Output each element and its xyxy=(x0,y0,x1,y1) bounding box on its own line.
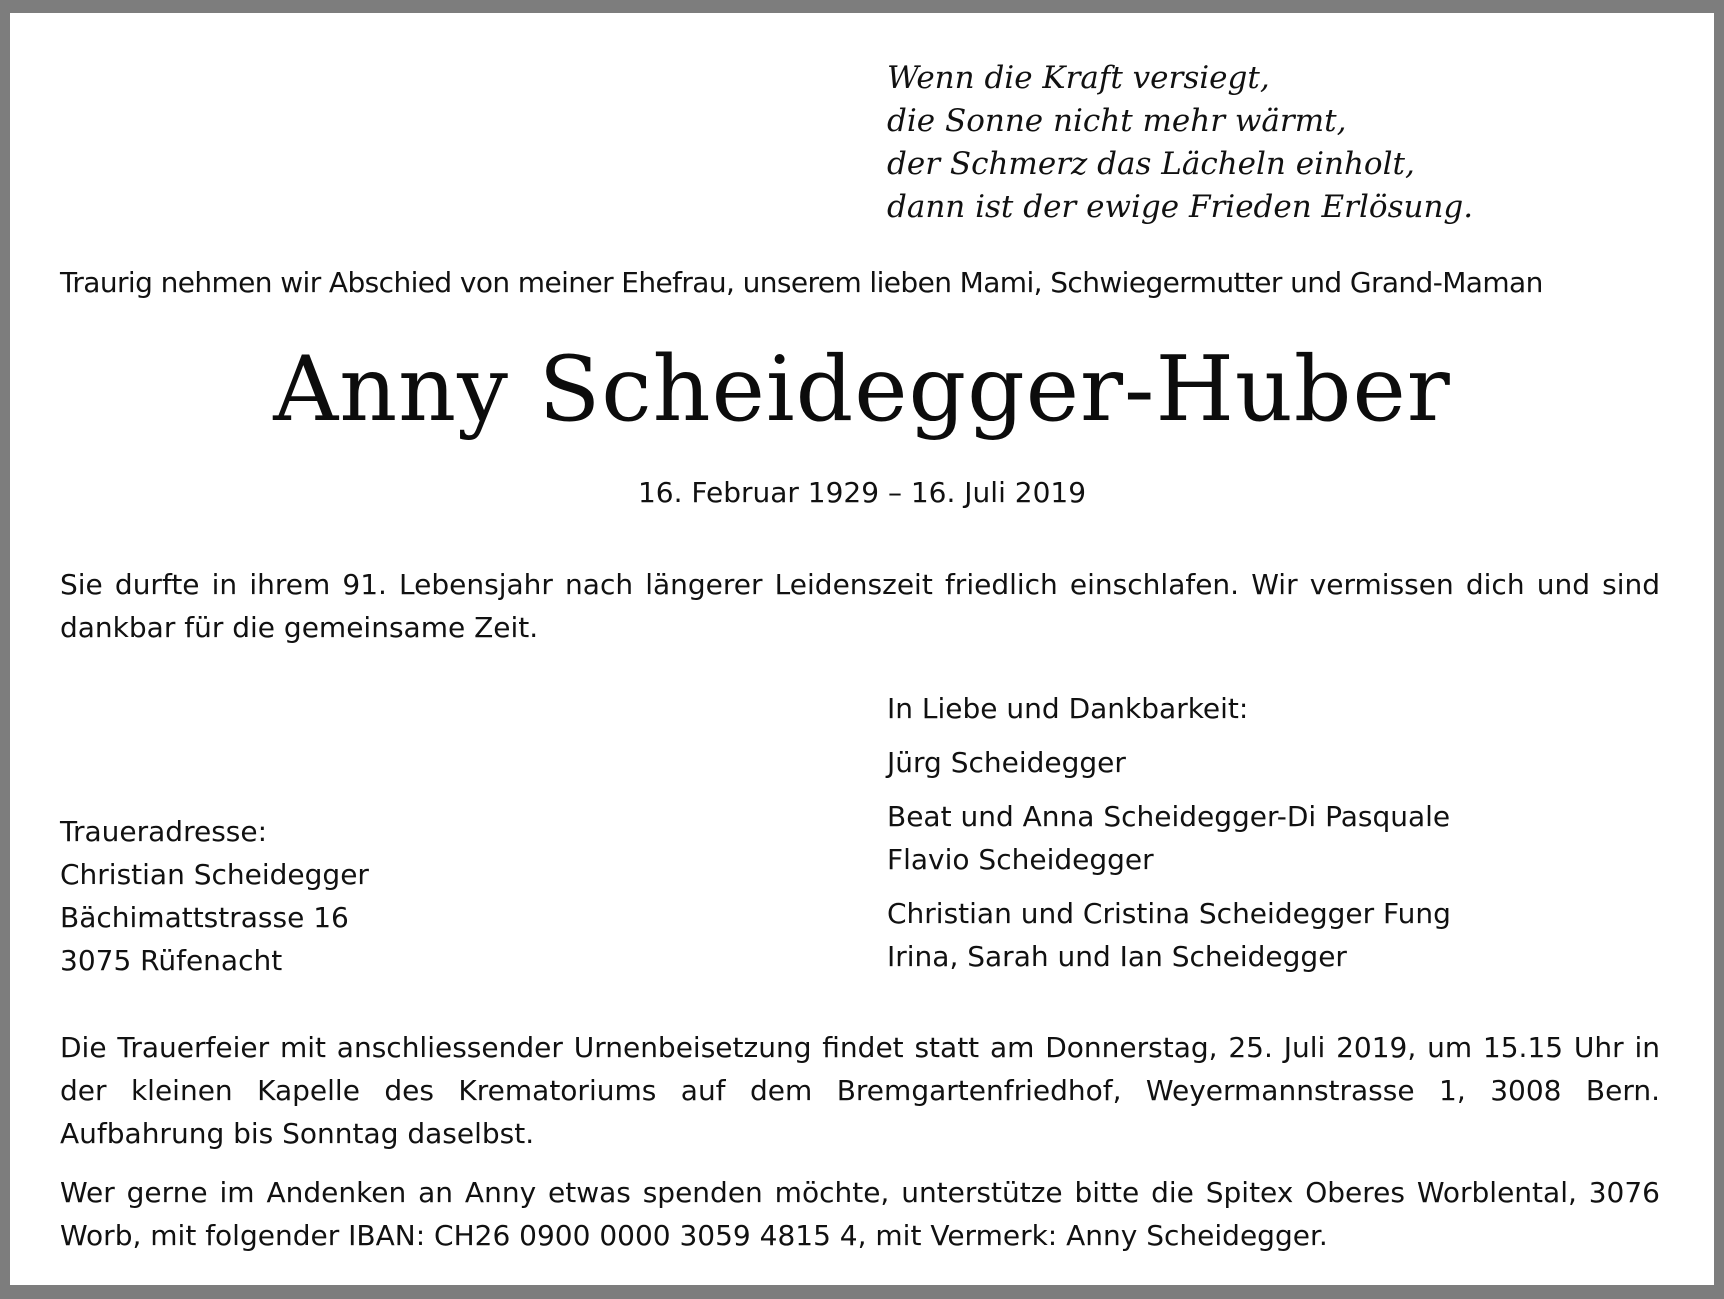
poem-line: die Sonne nicht mehr wärmt, xyxy=(887,103,1347,139)
ceremony-paragraph: Die Trauerfeier mit anschliessender Urnenbeisetzung findet statt am Donnerstag, 25. Juli 2019, um 15.15 Uhr in der kleinen Kapelle des Krematoriums auf dem Bremgartenfriedhof, Weyermannstrasse 1, 3008 Bern. Aufbahrung bis Sonntag daselbst. xyxy=(60,1031,1660,1150)
deceased-name: Anny Scheidegger-Huber xyxy=(273,337,1451,442)
poem-line: der Schmerz das Lächeln einholt, xyxy=(887,146,1415,182)
address-line: 3075 Rüfenacht xyxy=(60,944,283,977)
intro-text: Traurig nehmen wir Abschied von meiner Ehefrau, unserem lieben Mami, Schwiegermutter und Grand-Maman xyxy=(60,266,1543,299)
mourner-name: Beat und Anna Scheidegger-Di Pasquale xyxy=(887,800,1451,833)
poem-line: Wenn die Kraft versiegt, xyxy=(887,60,1270,96)
mourner-name: Flavio Scheidegger xyxy=(887,843,1154,876)
mourner-group xyxy=(887,795,1451,881)
mourner-name: Jürg Scheidegger xyxy=(887,746,1126,779)
address-line: Christian Scheidegger xyxy=(60,858,369,891)
mourners-list xyxy=(887,687,1451,978)
obituary-notice xyxy=(10,13,1714,1285)
address-line: Bächimattstrasse 16 xyxy=(60,901,349,934)
life-dates: 16. Februar 1929 – 16. Juli 2019 xyxy=(637,476,1087,509)
poem-line: dann ist der ewige Frieden Erlösung. xyxy=(887,189,1474,225)
donation-paragraph: Wer gerne im Andenken an Anny etwas spenden möchte, unterstütze bitte die Spitex Oberes Worblental, 3076 Worb, mit folgender IBAN: CH26 0900 0000 3059 4815 4, mit Vermerk: Anny Scheidegger. xyxy=(60,1176,1660,1252)
mourning-address xyxy=(60,810,369,982)
mourner-name: Christian und Cristina Scheidegger Fung xyxy=(887,897,1451,930)
farewell-paragraph: Sie durfte in ihrem 91. Lebensjahr nach längerer Leidenszeit friedlich einschlafen. Wir vermissen dich und sind dankbar für die gemeinsame Zeit. xyxy=(60,568,1660,644)
poem xyxy=(887,57,1473,229)
address-heading: Traueradresse: xyxy=(60,815,268,848)
mourner-name: Irina, Sarah und Ian Scheidegger xyxy=(887,940,1347,973)
mourners-heading: In Liebe und Dankbarkeit: xyxy=(887,692,1249,725)
mourner-group xyxy=(887,741,1451,784)
mourner-group xyxy=(887,892,1451,978)
